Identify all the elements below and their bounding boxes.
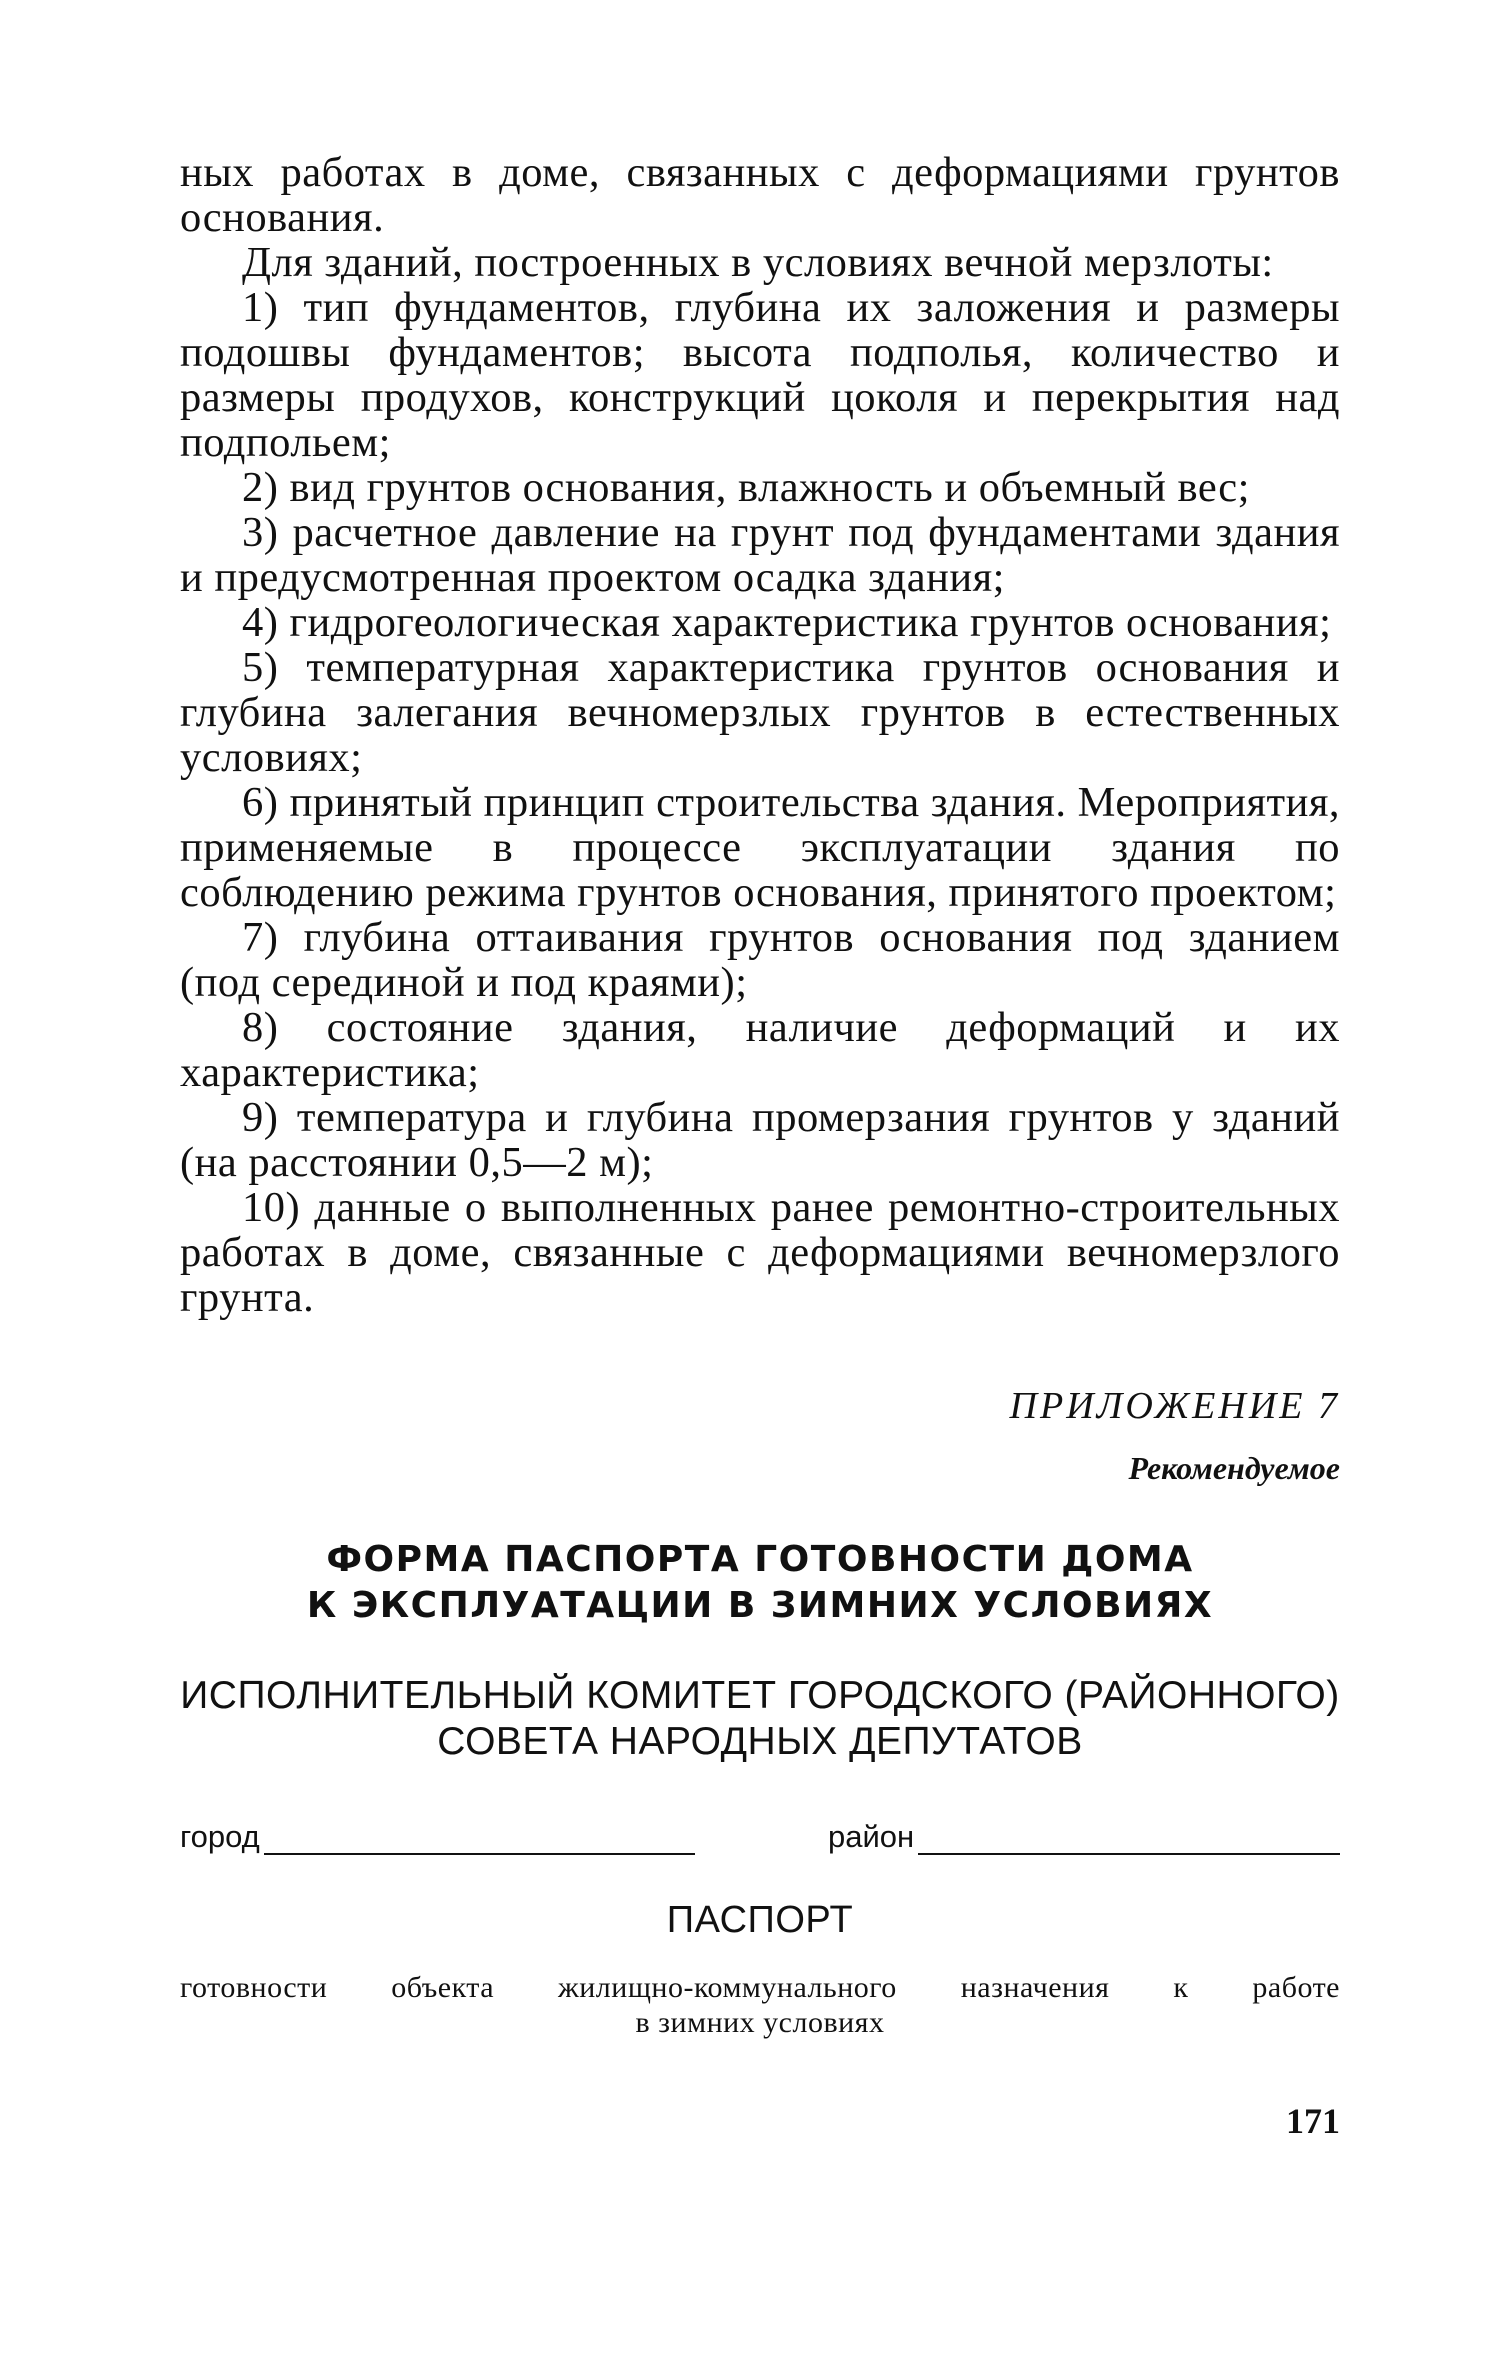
city-field xyxy=(180,1819,695,1855)
district-field xyxy=(828,1819,1340,1855)
location-fields xyxy=(180,1805,1340,1855)
form-title xyxy=(180,1537,1340,1629)
list-item: 9) температура и глубина промерзания грунтов у зданий (на расстоянии 0,5—2 м); xyxy=(180,1094,1340,1186)
district-label: район xyxy=(828,1819,915,1854)
body-text xyxy=(180,150,1340,1320)
list-item: 1) тип фундаментов, глубина их заложения и размеры подошвы фундаментов; высота подполья, количество и размеры продухов, конструкций цоколя и перекрытия над подпольем; xyxy=(180,284,1340,466)
passport-subtitle-line: готовности объекта жилищно-коммунального назначения к работе xyxy=(180,1971,1340,2004)
passport-title: ПАСПОРТ xyxy=(666,1899,854,1941)
appendix-label: ПРИЛОЖЕНИЕ 7 xyxy=(1009,1385,1340,1427)
list-item: 4) гидрогеологическая характеристика грунтов основания; xyxy=(242,599,1332,646)
form-title-line: ФОРМА ПАСПОРТА ГОТОВНОСТИ ДОМА xyxy=(326,1539,1194,1580)
committee-line: СОВЕТА НАРОДНЫХ ДЕПУТАТОВ xyxy=(437,1720,1083,1763)
list-item: 8) состояние здания, наличие деформаций и их характеристика; xyxy=(180,1004,1340,1096)
page-number: 171 xyxy=(1286,2101,1340,2141)
passport-subtitle xyxy=(180,1970,1340,2040)
city-blank-line xyxy=(264,1823,695,1855)
committee-heading xyxy=(180,1673,1340,1765)
city-label: город xyxy=(180,1819,260,1854)
intro-paragraph: Для зданий, построенных в условиях вечной мерзлоты: xyxy=(242,239,1274,286)
district-blank-line xyxy=(918,1823,1340,1855)
list-item: 5) температурная характеристика грунтов основания и глубина залегания вечномерзлых грунтов в естественных условиях; xyxy=(180,644,1340,781)
passport-subtitle-line: в зимних условиях xyxy=(635,2006,885,2039)
list-item: 2) вид грунтов основания, влажность и объемный вес; xyxy=(242,464,1250,511)
list-item: 6) принятый принцип строительства здания. Мероприятия, применяемые в процессе эксплуатации здания по соблюдению режима грунтов основания, принятого проектом; xyxy=(180,779,1340,916)
form-title-line: К ЭКСПЛУАТАЦИИ В ЗИМНИХ УСЛОВИЯХ xyxy=(306,1585,1214,1626)
document-page xyxy=(180,150,1340,2142)
list-item: 7) глубина оттаивания грунтов основания под зданием (под серединой и под краями); xyxy=(180,914,1340,1006)
list-item: 10) данные о выполненных ранее ремонтно-строительных работах в доме, связанные с деформациями вечномерзлого грунта. xyxy=(180,1184,1340,1321)
appendix-status: Рекомендуемое xyxy=(1128,1450,1340,1486)
continuation-paragraph: ных работах в доме, связанных с деформациями грунтов основания. xyxy=(180,149,1340,241)
committee-line: ИСПОЛНИТЕЛЬНЫЙ КОМИТЕТ ГОРОДСКОГО (РАЙОННОГО) xyxy=(180,1674,1340,1717)
list-item: 3) расчетное давление на грунт под фундаментами здания и предусмотренная проектом осадка здания; xyxy=(180,509,1340,601)
